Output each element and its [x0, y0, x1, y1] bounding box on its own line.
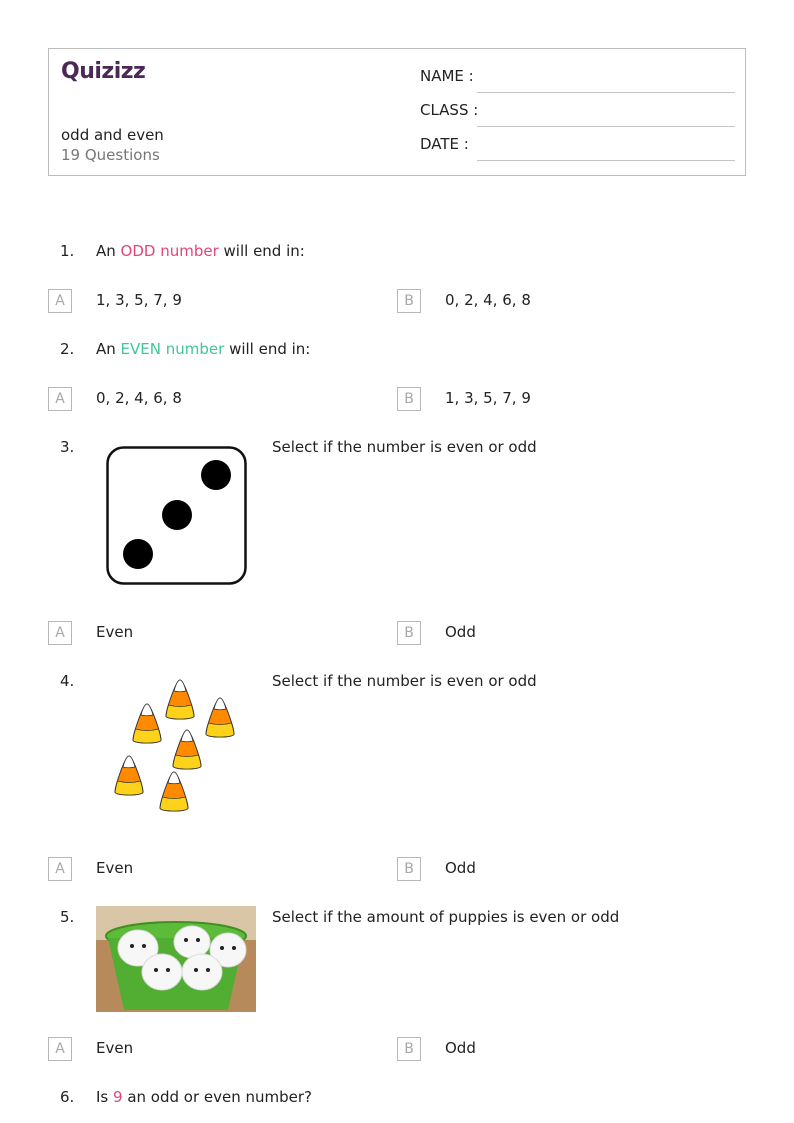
- candy-corn-5: [115, 756, 143, 795]
- puppy-4: [142, 954, 182, 990]
- quizizz-logo: Quizizz: [61, 59, 146, 84]
- candy-corn-6: [160, 772, 188, 811]
- q1-option-b-box[interactable]: B: [397, 289, 421, 313]
- question-4-number: 4.: [60, 672, 75, 690]
- question-2-text-after: will end in:: [224, 340, 311, 358]
- candy-corn-1: [166, 680, 194, 719]
- dice-three-image: [106, 446, 248, 586]
- question-2-text-before: An: [96, 340, 121, 358]
- class-line[interactable]: [477, 126, 735, 127]
- name-field[interactable]: [420, 67, 735, 93]
- date-field[interactable]: [420, 135, 735, 161]
- worksheet-header: [48, 48, 746, 176]
- dice-pip-bottom-left: [123, 539, 153, 569]
- question-2-text: [96, 340, 310, 358]
- class-label: CLASS :: [420, 101, 479, 119]
- question-1-highlight: ODD number: [120, 242, 219, 260]
- question-2-highlight: EVEN number: [120, 340, 225, 358]
- question-6-number: 6.: [60, 1088, 75, 1106]
- q2-option-a-text: 0, 2, 4, 6, 8: [96, 389, 182, 407]
- q5-option-b-box[interactable]: B: [397, 1037, 421, 1061]
- question-6-text-before: Is: [96, 1088, 114, 1106]
- question-6-text: [96, 1088, 312, 1106]
- class-field[interactable]: [420, 101, 735, 127]
- question-1-number: 1.: [60, 242, 75, 260]
- q3-option-a-box[interactable]: A: [48, 621, 72, 645]
- q3-option-a-text: Even: [96, 623, 134, 641]
- question-3-number: 3.: [60, 438, 75, 456]
- q1-option-a-text: 1, 3, 5, 7, 9: [96, 291, 182, 309]
- name-line[interactable]: [477, 92, 735, 93]
- q5-option-a-box[interactable]: A: [48, 1037, 72, 1061]
- candy-corn-3: [206, 698, 234, 737]
- question-4-text: Select if the number is even or odd: [272, 672, 537, 690]
- q5-option-a-text: Even: [96, 1039, 134, 1057]
- q4-option-b-text: Odd: [445, 859, 476, 877]
- q2-option-b-box[interactable]: B: [397, 387, 421, 411]
- dice-pip-center: [162, 500, 192, 530]
- question-5-number: 5.: [60, 908, 75, 926]
- date-line[interactable]: [477, 160, 735, 161]
- question-2-number: 2.: [60, 340, 75, 358]
- q2-option-b-text: 1, 3, 5, 7, 9: [445, 389, 531, 407]
- puppies-photo: [96, 906, 256, 1012]
- dice-pip-top-right: [201, 460, 231, 490]
- q1-option-a-box[interactable]: A: [48, 289, 72, 313]
- candy-corn-image: [110, 676, 250, 812]
- question-6-text-after: an odd or even number?: [122, 1088, 313, 1106]
- question-5-text: Select if the amount of puppies is even or odd: [272, 908, 620, 926]
- q3-option-b-text: Odd: [445, 623, 476, 641]
- name-label: NAME :: [420, 67, 474, 85]
- candy-corn-2: [133, 704, 161, 743]
- candy-corn-4: [173, 730, 201, 769]
- q2-option-a-box[interactable]: A: [48, 387, 72, 411]
- question-1-text-before: An: [96, 242, 121, 260]
- q4-option-a-box[interactable]: A: [48, 857, 72, 881]
- question-1-text-after: will end in:: [218, 242, 305, 260]
- question-3-text: Select if the number is even or odd: [272, 438, 537, 456]
- q4-option-b-box[interactable]: B: [397, 857, 421, 881]
- quiz-title: odd and even: [61, 126, 164, 144]
- q1-option-b-text: 0, 2, 4, 6, 8: [445, 291, 531, 309]
- date-label: DATE :: [420, 135, 469, 153]
- q5-option-b-text: Odd: [445, 1039, 476, 1057]
- puppy-2: [174, 926, 210, 958]
- question-6-highlight: 9: [113, 1088, 123, 1106]
- question-1-text: [96, 242, 305, 260]
- q3-option-b-box[interactable]: B: [397, 621, 421, 645]
- question-count: 19 Questions: [61, 146, 160, 164]
- puppy-5: [182, 954, 222, 990]
- q4-option-a-text: Even: [96, 859, 134, 877]
